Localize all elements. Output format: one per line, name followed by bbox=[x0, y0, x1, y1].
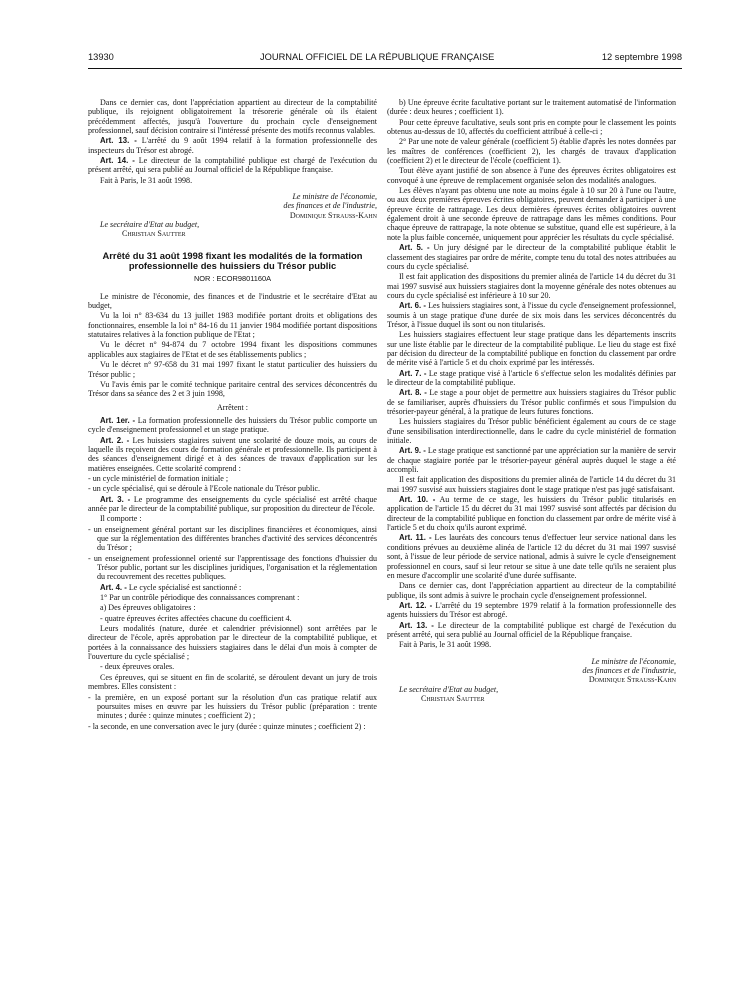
paragraph: Les élèves n'ayant pas obtenu une note au moins égale à 10 sur 20 à l'une ou l'autre, ou aux deux premières épreuves écrites obligatoires, peuvent demander à participer à une épreuve écrite de rattrapage. Les deux dernières épreuves écrites obligatoires ouvrent également droit à une seconde épreuve de rattrapage dans les mêmes conditions. Pour chaque épreuve de rattrapage, la note obtenue se substitue, quand elle est supérieure, à la note la plus faible concernée, uniquement pour apprécier les résultats du cycle spécialisé. bbox=[387, 186, 676, 242]
article-10: Art. 10. - Au terme de ce stage, les huissiers du Trésor public titularisés en application de l'article 15 du décret du 31 mai 1997 susvisé sont affectés par décision du directeur de la comptabilité publique en fonction du classement par ordre de mérite visé à l'article 5 et du choix qu'ils auront exprimé. bbox=[387, 495, 676, 533]
article-11: Art. 11. - Les lauréats des concours tenus d'effectuer leur service national dans les conditions prévues au deuxième alinéa de l'article 12 du décret du 31 mai 1997 susvisé sont, à l'issue de leur période de service national, admis à suivre le cycle d'enseignement professionnel en cours, sauf si leur retour se situe à une date telle qu'ils ne seraient plus en mesure d'accomplir une scolarité d'une durée suffisante. bbox=[387, 533, 677, 580]
paragraph: - deux épreuves orales. bbox=[100, 662, 175, 672]
paragraph: Ces épreuves, qui se situent en fin de scolarité, se déroulent devant un jury de trois membres. Elles consistent : bbox=[88, 672, 377, 692]
signature-secretary-title: Le secrétaire d'Etat au budget, bbox=[100, 220, 200, 230]
visa: Vu le décret n° 97-658 du 31 mai 1997 fixant le statut particulier des huissiers du Trésor public ; bbox=[88, 360, 377, 379]
article-14: Art. 14. - Le directeur de la comptabilité publique est chargé de l'exécution du présent arrêté, qui sera publié au Journal officiel de la République française. bbox=[88, 156, 377, 175]
paragraph: 2° Par une note de valeur générale (coefficient 5) établie d'après les notes données par les maîtres de conférences (coefficient 2), les chargés de travaux d'application (coefficient 2) et le directeur de l'école (coefficient 1). bbox=[387, 137, 676, 166]
arretent: Arrêtent : bbox=[216, 402, 249, 412]
signature-minister-name: Dominique Strauss-Kahn bbox=[588, 675, 676, 685]
visa: Vu la loi n° 83-634 du 13 juillet 1983 modifiée portant droits et obligations des fonctionnaires, ensemble la loi n° 84-16 du 11 janvier 1984 modifiée portant dispositions statutaires relatives à la fonction publique de l'Etat ; bbox=[88, 311, 377, 340]
paragraph: b) Une épreuve écrite facultative portant sur le traitement automatisé de l'information (durée : deux heures ; coefficient 1). bbox=[387, 98, 676, 117]
page-number: 13930 bbox=[88, 52, 114, 62]
nor-reference: NOR : ECOR9801160A bbox=[193, 274, 272, 284]
list-item: - un cycle spécialisé, qui se déroule à l'Ecole nationale du Trésor public. bbox=[88, 484, 321, 494]
article-2: Art. 2. - Les huissiers stagiaires suivent une scolarité de douze mois, au cours de laquelle ils reçoivent des cours de formation générale et professionnelle. Ils participent à des séances d'enseignement dirigé et à des séances de travaux d'application sur les matières enseignées. Cette scolarité comprend : bbox=[88, 435, 377, 473]
article-13: Art. 13. - Le directeur de la comptabilité publique est chargé de l'exécution du présent arrêté, qui sera publié au Journal officiel de la République française. bbox=[387, 620, 676, 639]
issue-date: 12 septembre 1998 bbox=[601, 52, 682, 62]
article-12: Art. 12. - L'arrêté du 19 septembre 1979 relatif à la formation professionnelle des agents huissiers du Trésor est abrogé. bbox=[387, 600, 676, 620]
signature-minister-title: Le ministre de l'économie, bbox=[591, 656, 676, 666]
signature-minister-name: Dominique Strauss-Kahn bbox=[289, 210, 377, 220]
article-6: Art. 6. - Les huissiers stagiaires sont, à l'issue du cycle d'enseignement professionnel, soumis à un stage pratique d'une durée de six mois dans les services déconcentrés du Trésor, à l'issue duquel ils sont ou non titularisés. bbox=[387, 301, 677, 329]
article-13: Art. 13. - L'arrêté du 9 août 1994 relatif à la formation professionnelle des inspecteurs du Trésor est abrogé. bbox=[88, 136, 377, 155]
paragraph: Il est fait application des dispositions du premier alinéa de l'article 14 du décret du 31 mai 1997 susvisé aux huissiers stagiaires dont le stage pratique n'est pas jugé satisfaisant. bbox=[387, 475, 676, 494]
visa: Vu le décret n° 94-874 du 7 octobre 1994 fixant les dispositions communes applicables aux stagiaires de l'Etat et de ses établissements publics ; bbox=[88, 340, 377, 359]
right-column bbox=[387, 98, 676, 703]
article-7: Art. 7. - Le stage pratique visé à l'article 6 s'effectue selon les modalités définies par le directeur de la comptabilité publique. bbox=[387, 368, 677, 387]
fait-a-paris: Fait à Paris, le 31 août 1998. bbox=[399, 640, 492, 650]
paragraph: - quatre épreuves écrites affectées chacune du coefficient 4. bbox=[100, 613, 292, 623]
paragraph: a) Des épreuves obligatoires : bbox=[100, 603, 196, 613]
signature-secretary-name: Christian Sautter bbox=[421, 693, 485, 703]
header-rule bbox=[88, 68, 682, 69]
article-8: Art. 8. - Le stage a pour objet de permettre aux huissiers stagiaires du Trésor public de se familiariser, auprès d'huissiers du Trésor public confirmés et sous l'impulsion du trésorier-payeur général, à la pratique de leurs futures fonctions. bbox=[387, 388, 677, 416]
journal-title: JOURNAL OFFICIEL DE LA RÉPUBLIQUE FRANÇAISE bbox=[260, 52, 495, 62]
paragraph: Dans ce dernier cas, dont l'appréciation appartient au directeur de la comptabilité publique, ils sont admis à suivre le prochain cycle d'enseignement professionnel. bbox=[387, 581, 676, 600]
decree-title: Arrêté du 31 août 1998 fixant les modalités de la formation professionnelle des huissiers du Trésor public bbox=[102, 249, 363, 272]
article-3: Art. 3. - Le programme des enseignements du cycle spécialisé est arrêté chaque année par le directeur de la comptabilité publique, sur proposition du directeur de l'école. bbox=[88, 494, 378, 513]
paragraph: Il est fait application des dispositions du premier alinéa de l'article 14 du décret du 31 mai 1997 susvisé aux huissiers stagiaires dont la moyenne générale des notes obtenues au cours du cycle spécialisé est inférieure à 10 sur 20. bbox=[387, 272, 676, 300]
signature-minister-title: Le ministre de l'économie, bbox=[292, 192, 377, 202]
list-item: - un enseignement professionnel orienté sur l'apprentissage des fonctions d'huissier du Trésor public, portant sur les disciplines juridiques, l'organisation et la réglementation du recouvrement des recettes publiques. bbox=[88, 553, 377, 582]
paragraph: Tout élève ayant justifié de son absence à l'une des épreuves écrites obligatoires est convoqué à une épreuve de remplacement organisée selon des modalités analogues. bbox=[387, 166, 676, 185]
preamble: Le ministre de l'économie, des finances et de l'industrie et le secrétaire d'Etat au budget, bbox=[88, 291, 377, 311]
paragraph: Leurs modalités (nature, durée et calendrier prévisionnel) sont arrêtées par le directeur de l'école, après approbation par le directeur de la comptabilité publique, et portées à la connaissance des huissiers stagiaires dans le délai d'un mois à compter de l'ouverture du cycle spécialisé ; bbox=[88, 624, 377, 662]
paragraph: Il comporte : bbox=[100, 514, 142, 524]
list-item: - la seconde, en une conversation avec le jury (durée : quinze minutes ; coefficient 2) : bbox=[88, 721, 366, 731]
list-item: - un enseignement général portant sur les disciplines financières et économiques, ainsi que sur la réglementation des différentes branches d'activité des services déconcentrés du Trésor ; bbox=[88, 524, 377, 553]
signature-minister-title-2: des finances et de l'industrie, bbox=[582, 665, 676, 675]
paragraph: Les huissiers stagiaires effectuent leur stage pratique dans les départements inscrits sur une liste établie par le directeur de la comptabilité publique. Le lieu du stage est fixé par décision du directeur de la comptabilité publique en fonction du classement par ordre de mérite visé à l'article 5 et du choix exprimé par les intéressés. bbox=[387, 330, 676, 368]
visa: Vu l'avis émis par le comité technique paritaire central des services déconcentrés du Trésor dans sa séance des 2 et 3 juin 1998, bbox=[88, 379, 377, 399]
paragraph: Pour cette épreuve facultative, seuls sont pris en compte pour le classement les points obtenus au-dessus de 10, affectés du coefficient attribué à celle-ci ; bbox=[387, 117, 676, 137]
signature-minister-title-2: des finances et de l'industrie, bbox=[283, 201, 377, 211]
paragraph: Les huissiers stagiaires du Trésor public bénéficient également au cours de ce stage d'une sensibilisation interdirectionnelle, dans le cadre du cycle ministériel de formation initiale. bbox=[387, 417, 676, 446]
signature-secretary-name: Christian Sautter bbox=[122, 229, 186, 239]
article-5: Art. 5. - Un jury désigné par le directeur de la comptabilité publique établit le classement des stagiaires par ordre de mérite, compte tenu du total des notes attribuées au cours du cycle spécialisé. bbox=[387, 243, 676, 271]
article-4: Art. 4. - Le cycle spécialisé est sanctionné : bbox=[100, 582, 242, 592]
list-item: - la première, en un exposé portant sur la résolution d'un cas pratique relatif aux poursuites mises en œuvre par les huissiers du Trésor public (préparation : trente minutes ; durée : quinze minutes ; coefficient 2) ; bbox=[88, 692, 377, 721]
fait-a-paris: Fait à Paris, le 31 août 1998. bbox=[100, 175, 193, 185]
paragraph: 1° Par un contrôle périodique des connaissances comprenant : bbox=[100, 593, 300, 603]
paragraph: Dans ce dernier cas, dont l'appréciation appartient au directeur de la comptabilité publique, ils rejoignent obligatoirement la trésorerie générale où ils étaient précédemment affectés, jusqu'à l'ouverture du prochain cycle d'enseignement professionnel, sauf décision contraire si l'intéressé présente des motifs reconnus valables. bbox=[88, 98, 377, 136]
article-1: Art. 1er. - La formation professionnelle des huissiers du Trésor public comporte un cycle d'enseignement professionnel et un stage pratique. bbox=[88, 415, 377, 435]
signature-secretary-title: Le secrétaire d'Etat au budget, bbox=[399, 684, 499, 694]
list-item: - un cycle ministériel de formation initiale ; bbox=[88, 473, 229, 483]
article-9: Art. 9. - Le stage pratique est sanctionné par une appréciation sur la manière de servir de chaque stagiaire portée par le trésorier-payeur général auprès duquel le stage a été accompli. bbox=[387, 446, 677, 475]
page-header bbox=[88, 52, 682, 66]
left-column bbox=[88, 98, 377, 732]
